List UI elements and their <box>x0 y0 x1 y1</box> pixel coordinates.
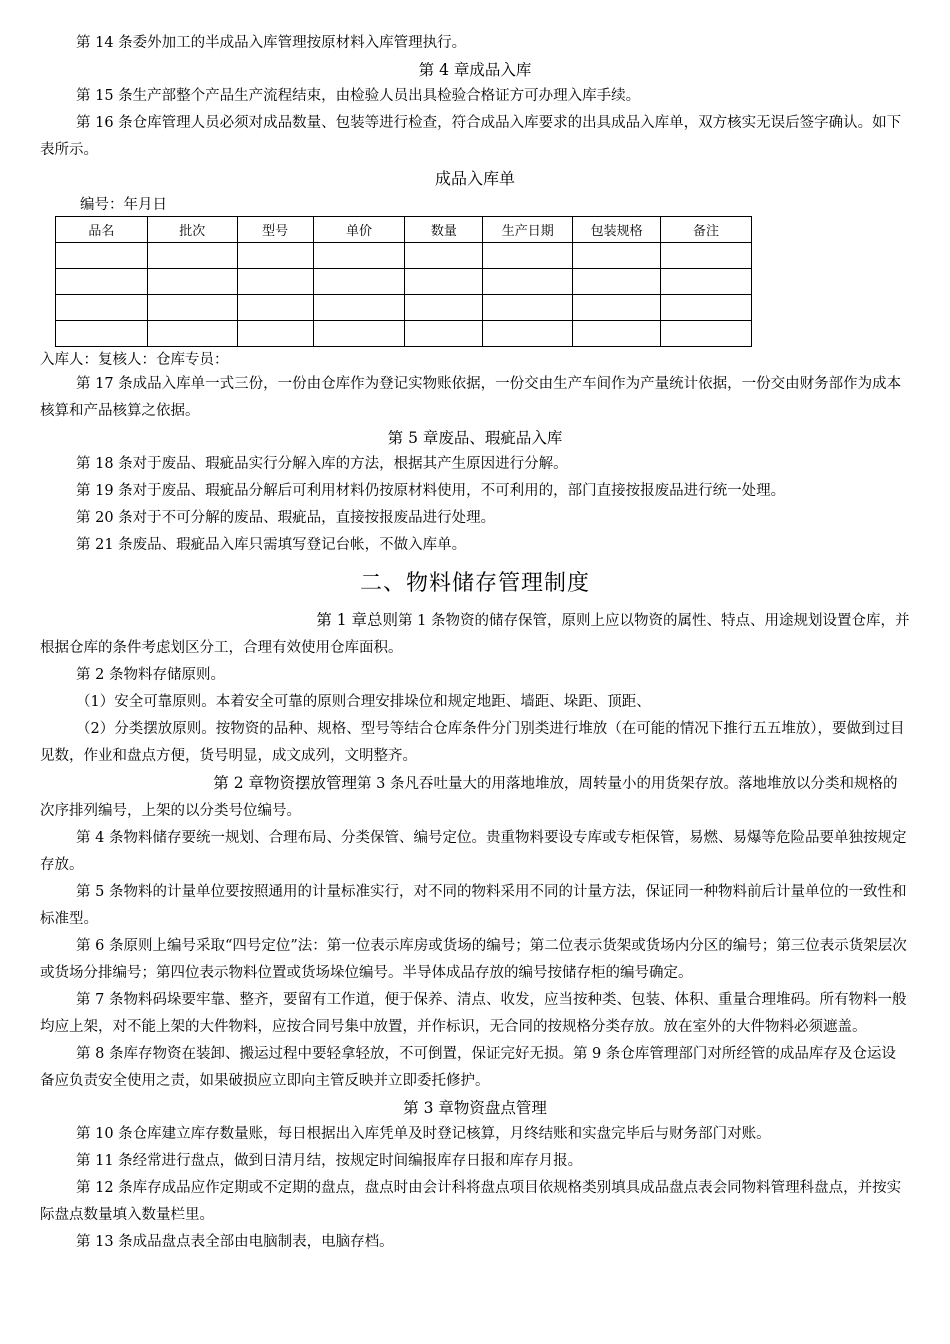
article-15: 第 15 条生产部整个产品生产流程结束，由检验人员出具检验合格证方可办理入库手续。 <box>76 88 641 104</box>
article-17: 第 17 条成品入库单一式三份，一份由仓库作为登记实物账依据，一份交由生产车间作为产量统计依据，一份交由财务部作为成本核算和产品核算之依据。 <box>40 376 902 419</box>
table-row <box>56 269 752 295</box>
section-2-article-1 <box>40 607 910 662</box>
table-header-cell: 单价 <box>313 217 405 243</box>
section-2-article-11: 第 11 条经常进行盘点，做到日清月结，按规定时间编报库存日报和库存月报。 <box>76 1153 583 1169</box>
article-16: 第 16 条仓库管理人员必须对成品数量、包装等进行检查，符合成品入库要求的出具成品入库单，双方核实无误后签字确认。如下表所示。 <box>40 115 902 158</box>
chapter-5-heading: 第 5 章废品、瑕疵品入库 <box>387 429 563 447</box>
table-header-row <box>56 217 752 243</box>
table-header-cell: 批次 <box>147 217 237 243</box>
section-2-article-8: 第 8 条库存物资在装卸、搬运过程中要轻拿轻放，不可倒置，保证完好无损。第 9 条仓库管理部门对所经管的成品库存及仓运设备应负责安全使用之责，如果破损应立即向主管反映并立即委托修护。 <box>40 1046 896 1089</box>
section-2-article-13: 第 13 条成品盘点表全部由电脑制表，电脑存档。 <box>76 1234 394 1250</box>
section-2-article-4: 第 4 条物料储存要统一规划、合理布局、分类保管、编号定位。贵重物料要设专库或专柜保管，易燃、易爆等危险品要单独按规定存放。 <box>40 830 907 873</box>
article-1-text: 第 1 条物资的储存保管，原则上应以物资的属性、特点、用途规划设置仓库，并根据仓库的条件考虑划区分工，合理有效使用仓库面积。 <box>40 613 910 656</box>
section-2-article-5: 第 5 条物料的计量单位要按照通用的计量标准实行，对不同的物料采用不同的计量方法，保证同一种物料前后计量单位的一致性和标准型。 <box>40 884 907 927</box>
chapter-1-heading: 第 1 章总则 <box>316 611 398 629</box>
article-18: 第 18 条对于废品、瑕疵品实行分解入库的方法，根据其产生原因进行分解。 <box>76 456 568 472</box>
section-2-article-3 <box>40 770 910 825</box>
article-19: 第 19 条对于废品、瑕疵品分解后可利用材料仍按原材料使用，不可利用的，部门直接按报废品进行统一处理。 <box>76 483 786 499</box>
table-row <box>56 321 752 347</box>
section-2-article-6: 第 6 条原则上编号采取“四号定位”法：第一位表示库房或货场的编号；第二位表示货架或货场内分区的编号；第三位表示货架层次或货场分排编号；第四位表示物料位置或货场垛位编号。半导体成品存放的编号按储存柜的编号确定。 <box>40 938 907 981</box>
table-row <box>56 243 752 269</box>
form-title: 成品入库单 <box>434 169 515 188</box>
form-signers: 入库人：复核人：仓库专员： <box>40 352 229 368</box>
chapter-3-heading: 第 3 章物资盘点管理 <box>403 1099 547 1117</box>
section-2-article-10: 第 10 条仓库建立库存数量账，每日根据出入库凭单及时登记核算，月终结账和实盘完毕后与财务部门对账。 <box>76 1126 771 1142</box>
table-header-cell: 生产日期 <box>483 217 573 243</box>
form-number-line: 编号：年月日 <box>80 197 167 213</box>
article-20: 第 20 条对于不可分解的废品、瑕疵品，直接按报废品进行处理。 <box>76 510 496 526</box>
section-2-article-12: 第 12 条库存成品应作定期或不定期的盘点，盘点时由会计科将盘点项目依规格类别填具成品盘点表会同物料管理科盘点，并按实际盘点数量填入数量栏里。 <box>40 1180 902 1223</box>
table-header-cell: 型号 <box>237 217 313 243</box>
table-header-cell: 数量 <box>405 217 483 243</box>
inbound-form-table <box>55 216 752 347</box>
table-header-cell: 包装规格 <box>573 217 661 243</box>
article-21: 第 21 条废品、瑕疵品入库只需填写登记台帐，不做入库单。 <box>76 537 467 553</box>
article-2-item-2: （2）分类摆放原则。按物资的品种、规格、型号等结合仓库条件分门别类进行堆放（在可能的情况下推行五五堆放），要做到过目见数，作业和盘点方便，货号明显，成文成列，文明整齐。 <box>40 721 905 764</box>
chapter-4-heading: 第 4 章成品入库 <box>418 61 532 79</box>
table-header-cell: 品名 <box>56 217 148 243</box>
document-page <box>40 30 910 1256</box>
article-2-item-1: （1）安全可靠原则。本着安全可靠的原则合理安排垛位和规定地距、墙距、垛距、顶距、 <box>76 694 651 710</box>
section-2-article-7: 第 7 条物料码垛要牢靠、整齐，要留有工作道，便于保养、清点、收发，应当按种类、包装、体积、重量合理堆码。所有物料一般均应上架，对不能上架的大件物料，应按合同号集中放置，并作标识，无合同的按规格分类存放。放在室外的大件物料必须遮盖。 <box>40 992 907 1035</box>
section-2-title: 二、物料储存管理制度 <box>359 571 590 596</box>
article-14: 第 14 条委外加工的半成品入库管理按原材料入库管理执行。 <box>76 35 467 51</box>
table-row <box>56 295 752 321</box>
article-3-text: 第 3 条凡吞吐量大的用落地堆放，周转量小的用货架存放。落地堆放以分类和规格的次序排列编号，上架的以分类号位编号。 <box>40 776 898 819</box>
table-header-cell: 备注 <box>661 217 752 243</box>
section-2-article-2: 第 2 条物料存储原则。 <box>76 667 225 683</box>
chapter-2-heading: 第 2 章物资摆放管理 <box>213 774 357 792</box>
